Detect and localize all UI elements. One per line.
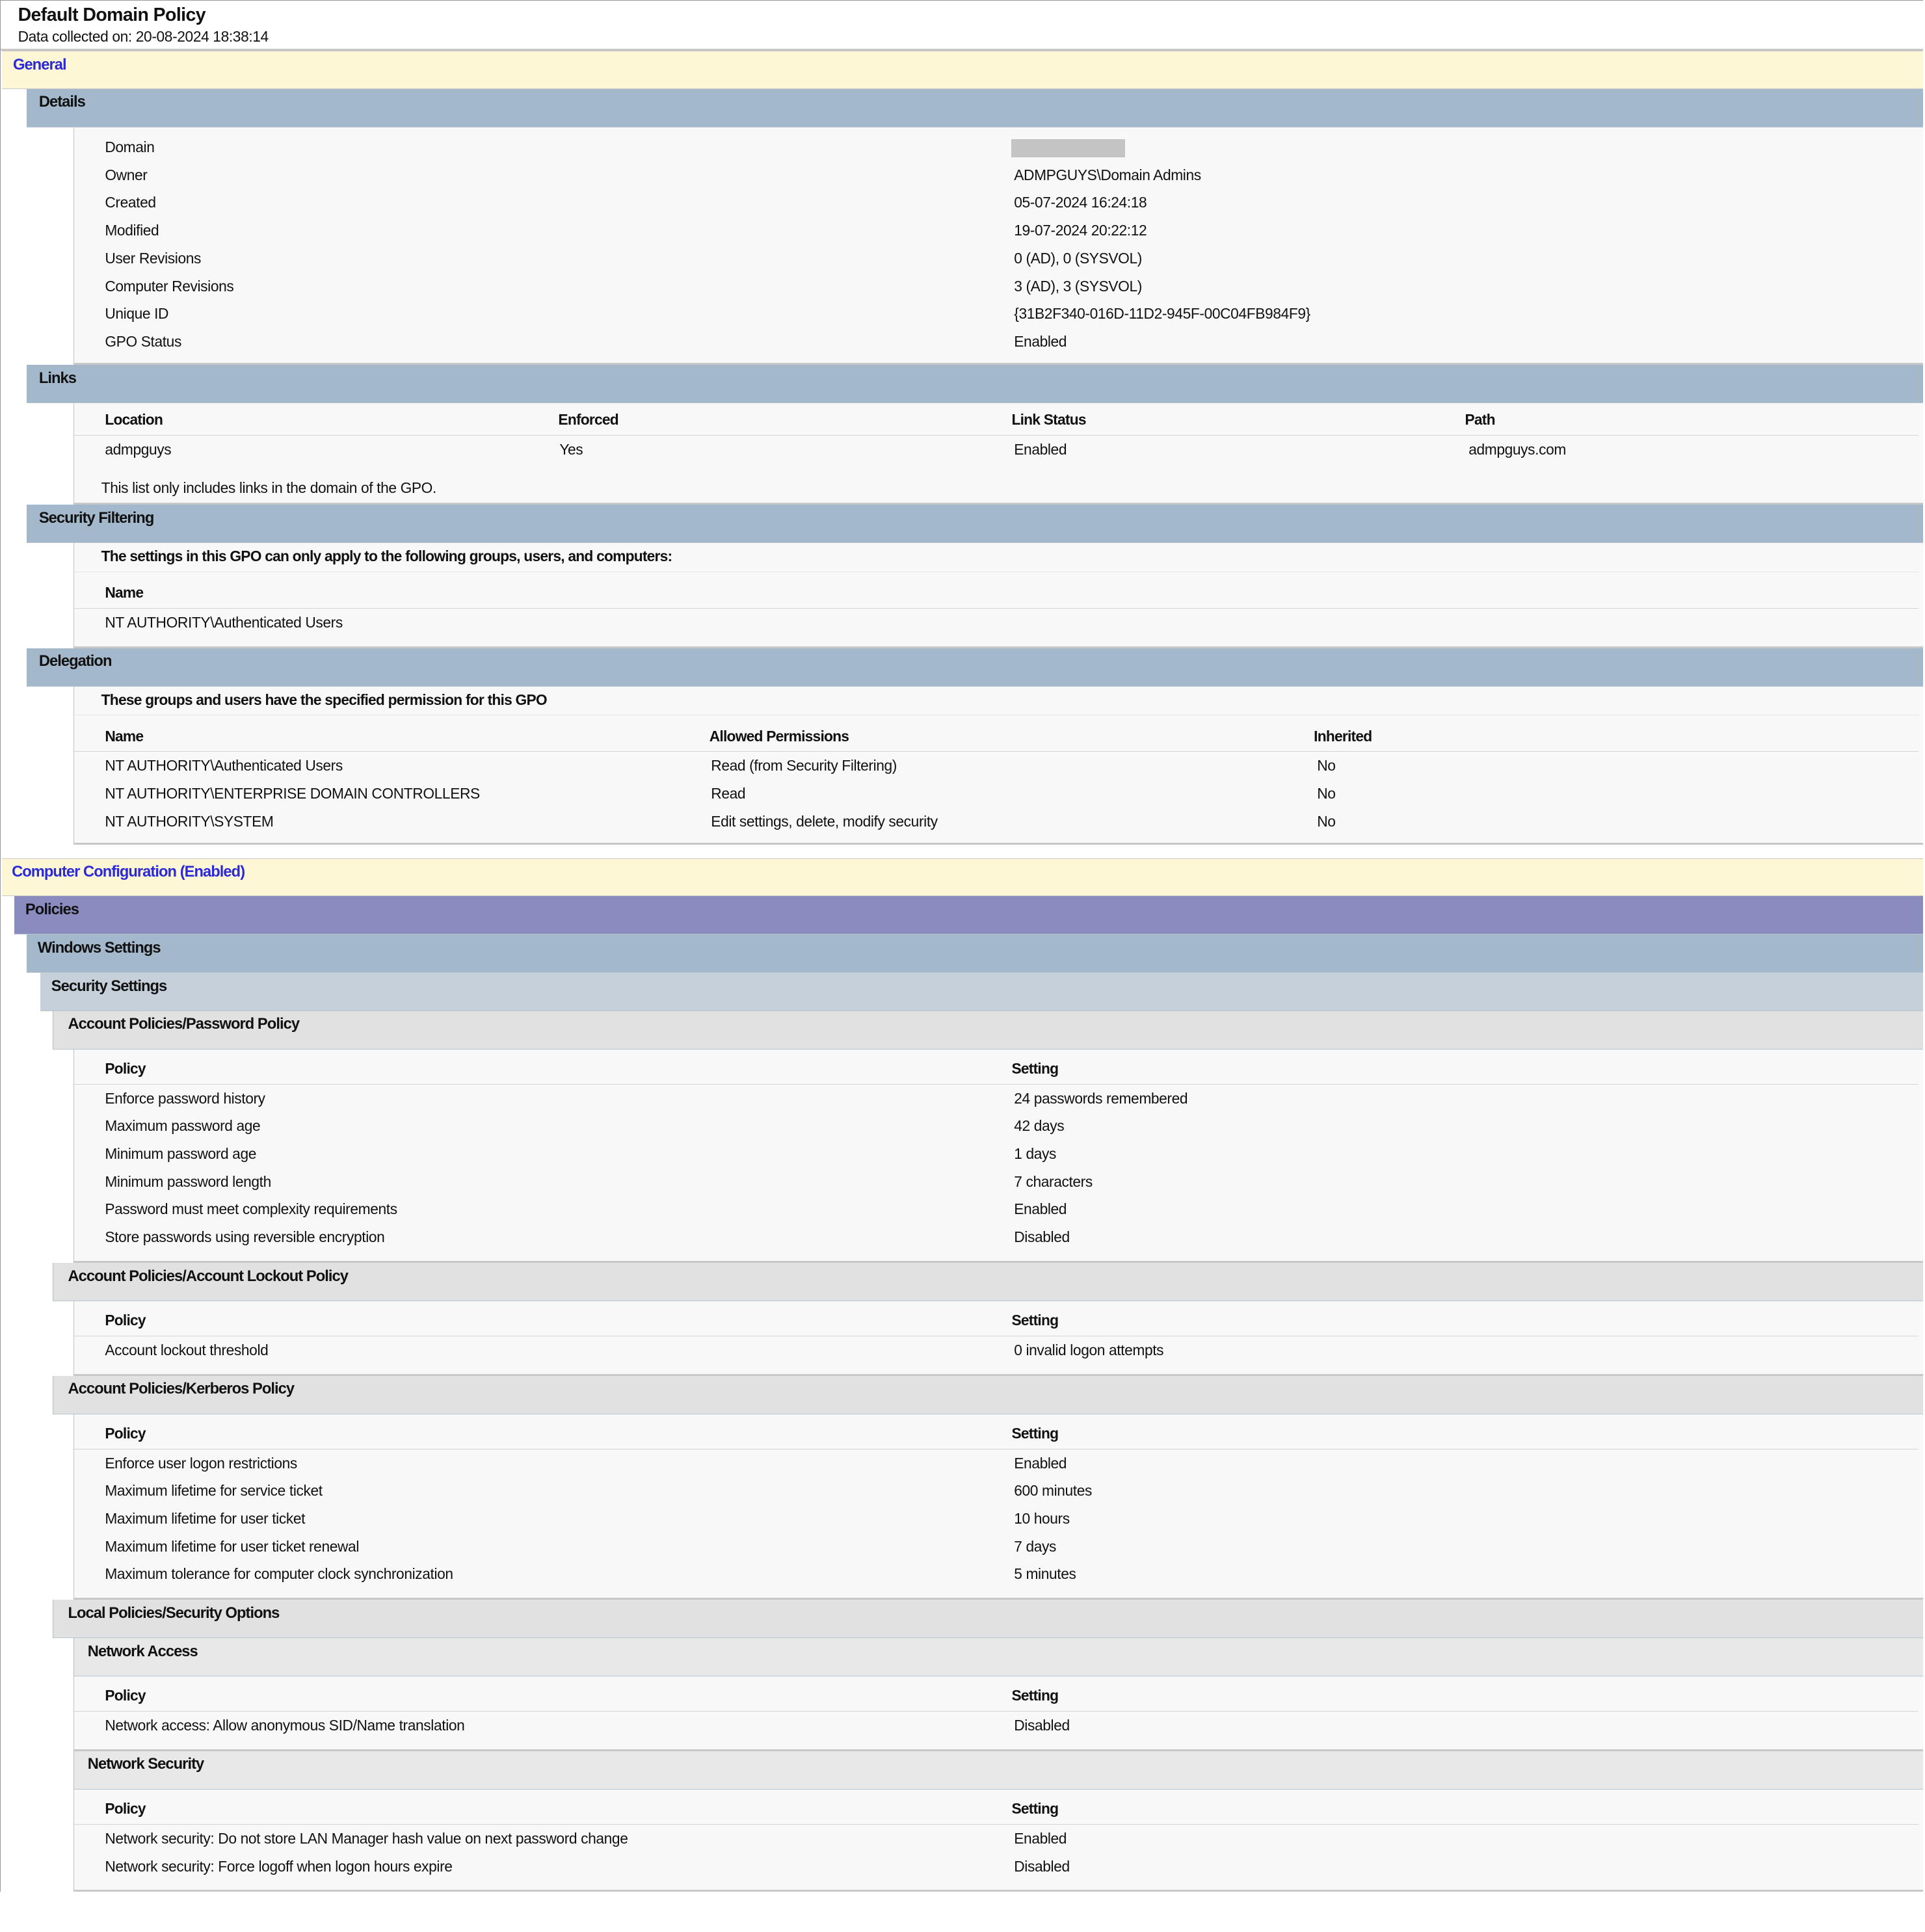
- column-header: Policy: [105, 1800, 146, 1818]
- account-policies-password-policy-table-row: [74, 1112, 1923, 1140]
- column-header: Policy: [105, 1687, 146, 1704]
- table-cell: NT AUTHORITY\ENTERPRISE DOMAIN CONTROLLERS: [105, 784, 480, 802]
- detail-value: Enabled: [1014, 332, 1067, 350]
- detail-label: User Revisions: [105, 249, 202, 267]
- section-windows-settings[interactable]: [27, 934, 1923, 973]
- column-header: Enforced: [558, 411, 618, 429]
- table-cell: Maximum lifetime for user ticket renewal: [105, 1537, 360, 1555]
- column-header: Setting: [1011, 1060, 1059, 1078]
- detail-row: [74, 189, 1923, 217]
- detail-value: 3 (AD), 3 (SYSVOL): [1014, 277, 1142, 295]
- report-header: [1, 1, 1923, 51]
- delegation-table-row: [74, 752, 1923, 780]
- table-cell: Enabled: [1014, 1200, 1067, 1218]
- network-access-table-header: [74, 1682, 1918, 1712]
- table-cell: admpguys: [105, 441, 172, 458]
- table-cell: No: [1317, 812, 1336, 830]
- section-computer-configuration-label: Computer Configuration (Enabled): [12, 864, 245, 881]
- detail-row: [74, 217, 1923, 245]
- network-security-table-header: [74, 1795, 1918, 1825]
- delegation-table-header: [74, 723, 1918, 752]
- group-account-policies-kerberos-policy-label: Account Policies/Kerberos Policy: [68, 1381, 295, 1398]
- section-policies-label: Policies: [25, 901, 79, 918]
- table-cell: 10 hours: [1014, 1510, 1070, 1528]
- section-security-filtering-label: Security Filtering: [38, 510, 154, 527]
- column-header: Link Status: [1011, 411, 1086, 429]
- network-access-box: [73, 1676, 1923, 1751]
- section-security-settings-label: Security Settings: [51, 977, 167, 995]
- column-header: Policy: [105, 1060, 146, 1078]
- links-box: [73, 403, 1923, 505]
- detail-row: [74, 245, 1923, 272]
- delegation-table-row: [74, 808, 1923, 836]
- table-cell: Maximum lifetime for service ticket: [105, 1482, 323, 1500]
- table-cell: Enabled: [1014, 1454, 1067, 1472]
- detail-value: ADMPGUYS\Domain Admins: [1014, 166, 1201, 183]
- section-computer-configuration[interactable]: [2, 858, 1923, 897]
- detail-row: [74, 272, 1923, 300]
- subgroup-network-access-label: Network Access: [87, 1643, 198, 1660]
- table-cell: 7 characters: [1014, 1172, 1093, 1190]
- detail-value: 05-07-2024 16:24:18: [1014, 194, 1147, 211]
- account-policies-account-lockout-policy-table-header: [74, 1307, 1918, 1336]
- column-header: Policy: [105, 1312, 146, 1329]
- table-cell: 7 days: [1014, 1537, 1057, 1555]
- account-policies-password-policy-table-header: [74, 1055, 1918, 1085]
- group-account-policies-password-policy-label: Account Policies/Password Policy: [68, 1016, 300, 1033]
- column-header: Name: [105, 584, 144, 602]
- network-security-table-row: [74, 1825, 1923, 1853]
- group-account-policies-password-policy[interactable]: [53, 1011, 1923, 1050]
- details-box: [73, 127, 1923, 365]
- detail-value: {31B2F340-016D-11D2-945F-00C04FB984F9}: [1014, 305, 1310, 323]
- detail-row: [74, 328, 1923, 356]
- account-policies-kerberos-policy-table-row: [74, 1505, 1923, 1533]
- group-account-policies-account-lockout-policy-label: Account Policies/Account Lockout Policy: [68, 1267, 349, 1285]
- table-cell: 5 minutes: [1014, 1565, 1076, 1583]
- detail-label: Modified: [105, 222, 159, 239]
- table-cell: Maximum password age: [105, 1117, 261, 1135]
- links-note: This list only includes links in the domain of the GPO.: [101, 479, 436, 496]
- links-table-row: [74, 436, 1923, 464]
- table-cell: NT AUTHORITY\Authenticated Users: [105, 613, 343, 631]
- group-account-policies-kerberos-policy[interactable]: [53, 1376, 1923, 1414]
- table-cell: Maximum tolerance for computer clock synchronization: [105, 1565, 453, 1583]
- detail-label: Owner: [105, 166, 148, 183]
- account-policies-kerberos-policy-table-header: [74, 1420, 1918, 1449]
- table-cell: Disabled: [1014, 1717, 1070, 1734]
- section-security-filtering[interactable]: [27, 505, 1923, 543]
- detail-value: [1014, 133, 1923, 161]
- table-cell: Edit settings, delete, modify security: [711, 812, 938, 830]
- account-policies-password-policy-box: [73, 1050, 1923, 1263]
- column-header: Setting: [1011, 1425, 1059, 1442]
- section-windows-settings-label: Windows Settings: [37, 939, 161, 957]
- table-cell: Store passwords using reversible encryption: [105, 1228, 385, 1246]
- column-header: Name: [105, 727, 144, 745]
- account-policies-password-policy-table-row: [74, 1085, 1923, 1113]
- account-policies-kerberos-policy-table-row: [74, 1477, 1923, 1505]
- detail-label: Unique ID: [105, 305, 169, 323]
- table-cell: Network access: Allow anonymous SID/Name translation: [105, 1717, 465, 1734]
- table-cell: 600 minutes: [1014, 1482, 1093, 1500]
- table-cell: 0 invalid logon attempts: [1014, 1341, 1164, 1358]
- delegation-intro: These groups and users have the specified permission for this GPO: [74, 687, 1918, 716]
- section-links-label: Links: [38, 369, 76, 387]
- detail-value: 0 (AD), 0 (SYSVOL): [1014, 249, 1142, 267]
- table-cell: Enforce password history: [105, 1089, 265, 1107]
- section-details-label: Details: [38, 94, 85, 111]
- column-header: Setting: [1011, 1312, 1059, 1329]
- account-policies-kerberos-policy-box: [73, 1414, 1923, 1600]
- group-local-policies-security-options[interactable]: [53, 1600, 1923, 1638]
- subgroup-network-access[interactable]: [73, 1638, 1923, 1676]
- security-filtering-table-row: [74, 609, 1923, 637]
- links-table-header: [74, 406, 1918, 436]
- detail-value: 19-07-2024 20:22:12: [1014, 222, 1147, 239]
- column-header: Inherited: [1314, 727, 1372, 745]
- group-local-policies-security-options-label: Local Policies/Security Options: [68, 1604, 280, 1622]
- section-details[interactable]: [27, 89, 1923, 127]
- account-policies-kerberos-policy-table-row: [74, 1533, 1923, 1561]
- column-header: Allowed Permissions: [709, 727, 849, 745]
- table-cell: Network security: Force logoff when logon hours expire: [105, 1857, 453, 1875]
- section-delegation[interactable]: [27, 648, 1923, 687]
- page-title: Default Domain Policy: [18, 4, 206, 25]
- table-cell: Minimum password age: [105, 1145, 257, 1163]
- detail-row: [74, 161, 1923, 189]
- detail-label: GPO Status: [105, 332, 181, 350]
- table-cell: 42 days: [1014, 1117, 1065, 1135]
- collected-timestamp: Data collected on: 20-08-2024 18:38:14: [18, 28, 269, 46]
- detail-label: Computer Revisions: [105, 277, 234, 295]
- table-cell: Enabled: [1014, 441, 1067, 458]
- table-cell: admpguys.com: [1468, 441, 1566, 458]
- redacted-domain: [1011, 139, 1125, 157]
- table-cell: Disabled: [1014, 1857, 1070, 1875]
- table-cell: Enforce user logon restrictions: [105, 1454, 297, 1472]
- account-policies-kerberos-policy-table-row: [74, 1449, 1923, 1477]
- section-security-settings[interactable]: [40, 973, 1923, 1011]
- detail-row: [74, 133, 1923, 161]
- table-cell: Yes: [559, 441, 583, 458]
- table-cell: Enabled: [1014, 1829, 1067, 1847]
- security-filtering-box: [73, 543, 1923, 648]
- account-policies-password-policy-table-row: [74, 1223, 1923, 1251]
- delegation-table-row: [74, 780, 1923, 808]
- detail-label: Domain: [105, 139, 155, 156]
- table-cell: 24 passwords remembered: [1014, 1089, 1188, 1107]
- table-cell: Network security: Do not store LAN Manager hash value on next password change: [105, 1829, 628, 1847]
- section-general[interactable]: [2, 51, 1923, 89]
- table-cell: Password must meet complexity requirements: [105, 1200, 397, 1218]
- network-access-table-row: [74, 1712, 1923, 1740]
- table-cell: No: [1317, 784, 1336, 802]
- subgroup-network-security-label: Network Security: [87, 1756, 204, 1773]
- security-filtering-intro: The settings in this GPO can only apply to the following groups, users, and computers:: [74, 543, 1918, 572]
- table-cell: No: [1317, 757, 1336, 774]
- table-cell: NT AUTHORITY\SYSTEM: [105, 812, 274, 830]
- table-cell: NT AUTHORITY\Authenticated Users: [105, 757, 343, 774]
- account-policies-password-policy-table-row: [74, 1195, 1923, 1223]
- detail-label: Created: [105, 194, 156, 211]
- account-policies-kerberos-policy-table-row: [74, 1560, 1923, 1588]
- detail-row: [74, 300, 1923, 328]
- group-account-policies-account-lockout-policy[interactable]: [53, 1263, 1923, 1301]
- table-cell: Maximum lifetime for user ticket: [105, 1510, 306, 1528]
- account-policies-account-lockout-policy-box: [73, 1301, 1923, 1376]
- table-cell: 1 days: [1014, 1145, 1057, 1163]
- network-security-table-row: [74, 1853, 1923, 1881]
- security-filtering-table-header: [74, 579, 1918, 609]
- column-header: Policy: [105, 1425, 146, 1442]
- table-cell: Read (from Security Filtering): [711, 757, 897, 774]
- section-links[interactable]: [27, 365, 1923, 403]
- account-policies-password-policy-table-row: [74, 1140, 1923, 1168]
- account-policies-account-lockout-policy-table-row: [74, 1336, 1923, 1364]
- table-cell: Disabled: [1014, 1228, 1070, 1246]
- section-general-label: General: [12, 56, 66, 73]
- section-delegation-label: Delegation: [38, 653, 112, 670]
- table-cell: Account lockout threshold: [105, 1341, 269, 1358]
- column-header: Location: [105, 411, 163, 429]
- column-header: Path: [1465, 411, 1495, 429]
- table-cell: Minimum password length: [105, 1172, 271, 1190]
- network-security-box: [73, 1790, 1923, 1892]
- column-header: Setting: [1011, 1800, 1059, 1818]
- column-header: Setting: [1011, 1687, 1059, 1704]
- subgroup-network-security[interactable]: [73, 1751, 1923, 1790]
- account-policies-password-policy-table-row: [74, 1168, 1923, 1196]
- section-policies[interactable]: [14, 896, 1923, 934]
- delegation-box: [73, 687, 1923, 845]
- table-cell: Read: [711, 784, 746, 802]
